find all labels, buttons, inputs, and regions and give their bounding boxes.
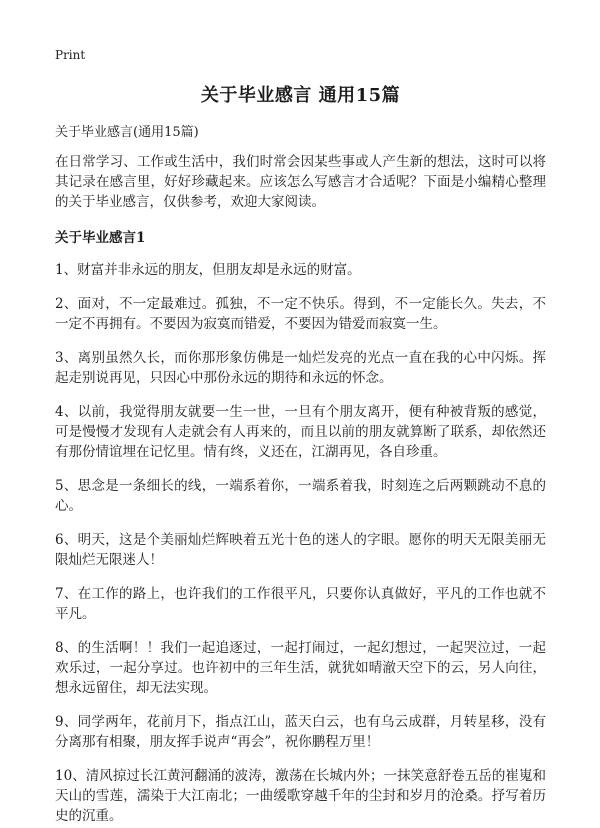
section-heading: 关于毕业感言1 xyxy=(55,230,146,246)
list-item: 9、同学两年，花前月下，指点江山，蓝天白云，也有乌云成群，月转星移，没有分离那有相聚，朋友挥手说声“再会”，祝你鹏程万里！ xyxy=(55,714,546,750)
list-item: 3、离别虽然久长，而你那形象仿佛是一灿烂发亮的光点一直在我的心中闪烁。挥起走别说再见，只因心中那份永远的期待和永远的怀念。 xyxy=(55,350,546,386)
list-item: 1、财富并非永远的朋友，但朋友却是永远的财富。 xyxy=(55,262,361,278)
list-item: 8、的生活啊！！我们一起追逐过，一起打闹过，一起幻想过，一起哭泣过，一起欢乐过，一起分享过。也许初中的三年生活，就犹如晴澈天空下的云，另人向往，想永远留住，却无法实现。 xyxy=(55,640,546,696)
list-item: 7、在工作的路上，也许我们的工作很平凡，只要你认真做好，平凡的工作也就不平凡。 xyxy=(55,586,546,622)
print-link[interactable]: Print xyxy=(55,48,86,62)
list-item: 10、清风掠过长江黄河翻涌的波涛，激荡在长城内外；一抹笑意舒卷五岳的崔嵬和天山的雪莲，濡染于大江南北；一曲缓歌穿越千年的尘封和岁月的沧桑。抒写着历史的沉重。 xyxy=(55,768,546,824)
list-item: 5、思念是一条细长的线，一端系着你，一端系着我，时刻连之后两颗跳动不息的心。 xyxy=(55,478,546,514)
intro-paragraph: 在日常学习、工作或生活中，我们时常会因某些事或人产生新的想法，这时可以将其记录在感言里，好好珍藏起来。应该怎么写感言才合适呢？下面是小编精心整理的关于毕业感言，仅供参考，欢迎大家阅读。 xyxy=(55,154,546,210)
list-item: 6、明天，这是个美丽灿烂辉映着五光十色的迷人的字眼。愿你的明天无限美丽无限灿烂无限迷人！ xyxy=(55,532,546,568)
list-item: 4、以前，我觉得朋友就要一生一世，一旦有个朋友离开，便有种被背叛的感觉，可是慢慢才发现有人走就会有人再来的，而且以前的朋友就算断了联系，却依然还有那份情谊埋在记忆里。情有终，义还在，江湖再见，各自珍重。 xyxy=(55,404,546,460)
list-item: 2、面对，不一定最难过。孤独，不一定不快乐。得到，不一定能长久。失去，不一定不再拥有。不要因为寂寞而错爱，不要因为错爱而寂寞一生。 xyxy=(55,296,546,332)
subtitle: 关于毕业感言(通用15篇) xyxy=(55,125,199,140)
page-title: 关于毕业感言 通用15篇 xyxy=(200,85,401,106)
